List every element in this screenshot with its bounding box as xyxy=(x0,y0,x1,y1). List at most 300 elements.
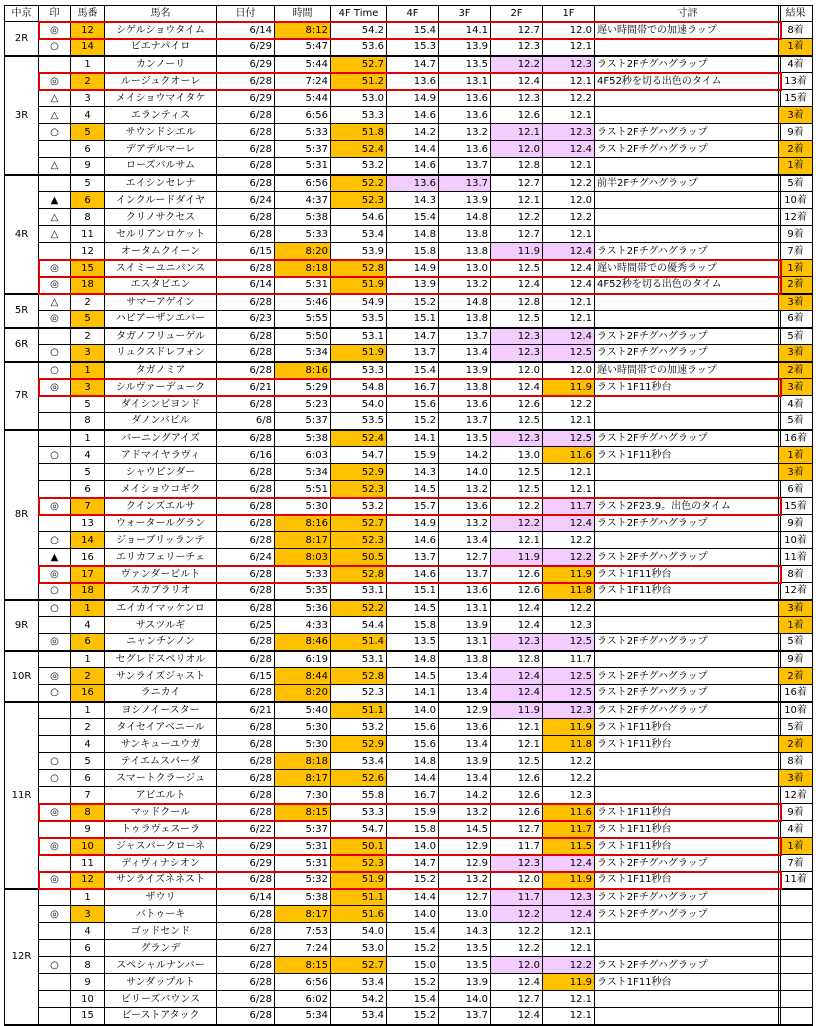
date-cell: 6/15 xyxy=(217,668,275,685)
result-cell: 9着 xyxy=(779,515,813,532)
time-4f-cell: 52.6 xyxy=(331,770,387,787)
date-cell: 6/28 xyxy=(217,600,275,617)
comment-cell: ラスト2Fチグハグラップ xyxy=(595,702,781,719)
f2-cell: 12.6 xyxy=(491,787,543,804)
comment-cell: ラスト2Fチグハグラップ xyxy=(595,957,781,974)
horse-row xyxy=(5,974,781,991)
time-cell: 7:24 xyxy=(275,940,331,957)
f4-cell: 14.6 xyxy=(387,566,439,583)
f3-cell: 13.1 xyxy=(439,634,491,651)
horse-name-cell: クインズエルサ xyxy=(105,498,217,515)
f2-cell: 12.2 xyxy=(491,940,543,957)
date-cell: 6/28 xyxy=(217,158,275,175)
comment-cell: ラスト1F11秒台 xyxy=(595,804,781,821)
horse-row xyxy=(5,39,781,56)
date-cell: 6/28 xyxy=(217,124,275,141)
f3-cell: 13.5 xyxy=(439,957,491,974)
date-cell: 6/29 xyxy=(217,855,275,872)
date-cell: 6/28 xyxy=(217,872,275,889)
mark-cell xyxy=(39,56,71,73)
f4-cell: 15.2 xyxy=(387,974,439,991)
f3-cell: 13.7 xyxy=(439,328,491,345)
f4-cell: 15.2 xyxy=(387,1008,439,1025)
comment-cell: 4F52秒を切る出色のタイム xyxy=(595,73,781,90)
header-date: 日付 xyxy=(217,6,275,22)
number-cell: 7 xyxy=(71,787,105,804)
f1-cell: 12.1 xyxy=(543,158,595,175)
result-row xyxy=(779,430,813,447)
f1-cell: 12.2 xyxy=(543,549,595,566)
comment-cell: 遅い時間帯での加速ラップ xyxy=(595,362,781,379)
f1-cell: 12.4 xyxy=(543,515,595,532)
result-table-body xyxy=(779,22,813,1025)
number-cell: 1 xyxy=(71,600,105,617)
f4-cell: 14.0 xyxy=(387,906,439,923)
time-cell: 6:56 xyxy=(275,974,331,991)
horse-name-cell: テイエムスパーダ xyxy=(105,753,217,770)
date-cell: 6/28 xyxy=(217,736,275,753)
horse-name-cell: サスツルギ xyxy=(105,617,217,634)
time-cell: 4:33 xyxy=(275,617,331,634)
result-row xyxy=(779,515,813,532)
horse-row xyxy=(5,175,781,192)
mark-cell xyxy=(39,940,71,957)
result-cell: 9着 xyxy=(779,804,813,821)
horse-row xyxy=(5,379,781,396)
f2-cell: 12.2 xyxy=(491,498,543,515)
result-cell: 3着 xyxy=(779,294,813,311)
f3-cell: 13.6 xyxy=(439,141,491,158)
result-cell: 9着 xyxy=(779,124,813,141)
result-cell: 6着 xyxy=(779,311,813,328)
f2-cell: 12.3 xyxy=(491,90,543,107)
f2-cell: 12.0 xyxy=(491,362,543,379)
f1-cell: 11.9 xyxy=(543,719,595,736)
number-cell: 3 xyxy=(71,906,105,923)
time-4f-cell: 50.5 xyxy=(331,549,387,566)
f1-cell: 12.1 xyxy=(543,73,595,90)
result-row xyxy=(779,532,813,549)
comment-cell xyxy=(595,413,781,430)
f2-cell: 12.4 xyxy=(491,73,543,90)
f1-cell: 11.7 xyxy=(543,821,595,838)
f2-cell: 13.0 xyxy=(491,447,543,464)
f2-cell: 11.9 xyxy=(491,549,543,566)
horse-row xyxy=(5,345,781,362)
mark-cell: ○ xyxy=(39,345,71,362)
result-row xyxy=(779,651,813,668)
horse-row xyxy=(5,294,781,311)
date-cell: 6/28 xyxy=(217,804,275,821)
time-cell: 8:16 xyxy=(275,515,331,532)
result-row xyxy=(779,175,813,192)
time-cell: 5:51 xyxy=(275,481,331,498)
f2-cell: 12.5 xyxy=(491,464,543,481)
time-4f-cell: 53.0 xyxy=(331,90,387,107)
mark-cell: ◎ xyxy=(39,634,71,651)
result-row xyxy=(779,923,813,940)
time-cell: 8:16 xyxy=(275,362,331,379)
time-cell: 5:50 xyxy=(275,328,331,345)
result-row xyxy=(779,141,813,158)
f1-cell: 12.4 xyxy=(543,260,595,277)
mark-cell: ○ xyxy=(39,583,71,600)
horse-row xyxy=(5,991,781,1008)
number-cell: 4 xyxy=(71,923,105,940)
f3-cell: 13.4 xyxy=(439,685,491,702)
date-cell: 6/28 xyxy=(217,260,275,277)
f3-cell: 14.3 xyxy=(439,923,491,940)
mark-cell: ○ xyxy=(39,447,71,464)
f2-cell: 12.7 xyxy=(491,226,543,243)
horse-name-cell: ウォータールグラン xyxy=(105,515,217,532)
f3-cell: 12.7 xyxy=(439,889,491,906)
time-4f-cell: 52.7 xyxy=(331,56,387,73)
horse-row xyxy=(5,566,781,583)
time-4f-cell: 52.4 xyxy=(331,141,387,158)
horse-name-cell: ビエナパイロ xyxy=(105,39,217,56)
f1-cell: 12.4 xyxy=(543,906,595,923)
horse-row xyxy=(5,872,781,889)
f3-cell: 13.4 xyxy=(439,736,491,753)
number-cell: 18 xyxy=(71,583,105,600)
date-cell: 6/21 xyxy=(217,379,275,396)
time-4f-cell: 52.4 xyxy=(331,430,387,447)
comment-cell: ラスト2Fチグハグラップ xyxy=(595,685,781,702)
date-cell: 6/28 xyxy=(217,73,275,90)
time-4f-cell: 51.1 xyxy=(331,702,387,719)
f1-cell: 12.2 xyxy=(543,175,595,192)
result-cell: 8着 xyxy=(779,22,813,39)
header-comment: 寸評 xyxy=(595,6,781,22)
number-cell: 2 xyxy=(71,719,105,736)
number-cell: 6 xyxy=(71,481,105,498)
time-cell: 7:24 xyxy=(275,73,331,90)
result-cell: 2着 xyxy=(779,141,813,158)
comment-cell xyxy=(595,991,781,1008)
horse-name-cell: サンダップルト xyxy=(105,974,217,991)
number-cell: 12 xyxy=(71,22,105,39)
horse-row xyxy=(5,311,781,328)
f1-cell: 12.1 xyxy=(543,226,595,243)
time-cell: 5:31 xyxy=(275,838,331,855)
mark-cell: ○ xyxy=(39,957,71,974)
result-row xyxy=(779,379,813,396)
horse-name-cell: エスタビエン xyxy=(105,277,217,294)
horse-row xyxy=(5,396,781,413)
result-cell: 2着 xyxy=(779,736,813,753)
date-cell: 6/28 xyxy=(217,226,275,243)
f2-cell: 12.4 xyxy=(491,1008,543,1025)
result-row xyxy=(779,736,813,753)
comment-cell: ラスト1F11秒台 xyxy=(595,736,781,753)
f2-cell: 12.1 xyxy=(491,736,543,753)
f3-cell: 13.8 xyxy=(439,379,491,396)
comment-cell xyxy=(595,617,781,634)
horse-name-cell: ニャンチンノン xyxy=(105,634,217,651)
f4-cell: 14.8 xyxy=(387,753,439,770)
time-4f-cell: 53.4 xyxy=(331,974,387,991)
result-cell: 3着 xyxy=(779,600,813,617)
f3-cell: 13.7 xyxy=(439,413,491,430)
date-cell: 6/24 xyxy=(217,549,275,566)
horse-row xyxy=(5,107,781,124)
horse-row xyxy=(5,923,781,940)
time-4f-cell: 53.1 xyxy=(331,583,387,600)
f1-cell: 12.1 xyxy=(543,294,595,311)
number-cell: 6 xyxy=(71,940,105,957)
comment-cell: ラスト2Fチグハグラップ xyxy=(595,549,781,566)
time-4f-cell: 52.7 xyxy=(331,957,387,974)
f4-cell: 14.9 xyxy=(387,90,439,107)
f4-cell: 13.7 xyxy=(387,549,439,566)
time-cell: 6:56 xyxy=(275,107,331,124)
mark-cell xyxy=(39,481,71,498)
f4-cell: 16.7 xyxy=(387,379,439,396)
time-cell: 5:23 xyxy=(275,396,331,413)
f3-cell: 13.5 xyxy=(439,430,491,447)
result-cell: 12着 xyxy=(779,787,813,804)
horse-name-cell: サンキューユウガ xyxy=(105,736,217,753)
result-cell: 2着 xyxy=(779,277,813,294)
f4-cell: 15.4 xyxy=(387,209,439,226)
f2-cell: 12.3 xyxy=(491,855,543,872)
f1-cell: 12.0 xyxy=(543,192,595,209)
result-cell: 1着 xyxy=(779,838,813,855)
race-label: 10R xyxy=(5,651,39,702)
horse-row xyxy=(5,651,781,668)
result-cell xyxy=(779,974,813,991)
date-cell: 6/14 xyxy=(217,889,275,906)
race-label: 4R xyxy=(5,175,39,294)
horse-name-cell: ダノンバビル xyxy=(105,413,217,430)
f2-cell: 12.4 xyxy=(491,685,543,702)
result-cell: 10着 xyxy=(779,532,813,549)
horse-row xyxy=(5,413,781,430)
number-cell: 5 xyxy=(71,396,105,413)
mark-cell xyxy=(39,821,71,838)
result-header-row xyxy=(779,6,813,22)
f1-cell: 11.6 xyxy=(543,447,595,464)
date-cell: 6/28 xyxy=(217,328,275,345)
number-cell: 14 xyxy=(71,532,105,549)
result-cell: 6着 xyxy=(779,481,813,498)
time-cell: 6:02 xyxy=(275,991,331,1008)
date-cell: 6/28 xyxy=(217,464,275,481)
result-row xyxy=(779,549,813,566)
number-cell: 6 xyxy=(71,192,105,209)
time-4f-cell: 53.6 xyxy=(331,39,387,56)
time-4f-cell: 52.3 xyxy=(331,855,387,872)
result-cell: 16着 xyxy=(779,685,813,702)
horse-name-cell: ジャスパークローネ xyxy=(105,838,217,855)
mark-cell: ◎ xyxy=(39,668,71,685)
date-cell: 6/28 xyxy=(217,906,275,923)
number-cell: 15 xyxy=(71,1008,105,1025)
time-4f-cell: 51.2 xyxy=(331,73,387,90)
date-cell: 6/28 xyxy=(217,175,275,192)
number-cell: 5 xyxy=(71,124,105,141)
number-cell: 5 xyxy=(71,753,105,770)
result-cell: 2着 xyxy=(779,668,813,685)
f4-cell: 14.0 xyxy=(387,702,439,719)
horse-name-cell: ルージュクオーレ xyxy=(105,73,217,90)
time-cell: 5:33 xyxy=(275,566,331,583)
f1-cell: 12.3 xyxy=(543,787,595,804)
result-cell xyxy=(779,889,813,906)
date-cell: 6/29 xyxy=(217,90,275,107)
f3-cell: 13.2 xyxy=(439,124,491,141)
comment-cell xyxy=(595,39,781,56)
f1-cell: 12.4 xyxy=(543,277,595,294)
result-cell xyxy=(779,906,813,923)
f4-cell: 14.3 xyxy=(387,464,439,481)
horse-name-cell: エリカフェリーチェ xyxy=(105,549,217,566)
result-cell: 8着 xyxy=(779,753,813,770)
result-row xyxy=(779,617,813,634)
number-cell: 2 xyxy=(71,294,105,311)
result-row xyxy=(779,719,813,736)
time-cell: 5:31 xyxy=(275,855,331,872)
date-cell: 6/23 xyxy=(217,311,275,328)
time-cell: 8:03 xyxy=(275,549,331,566)
mark-cell: ◎ xyxy=(39,906,71,923)
mark-cell: △ xyxy=(39,209,71,226)
result-row xyxy=(779,107,813,124)
date-cell: 6/28 xyxy=(217,957,275,974)
horse-name-cell: ローズバルサム xyxy=(105,158,217,175)
f4-cell: 14.8 xyxy=(387,651,439,668)
comment-cell xyxy=(595,481,781,498)
number-cell: 5 xyxy=(71,311,105,328)
result-row xyxy=(779,770,813,787)
f2-cell: 12.1 xyxy=(491,192,543,209)
number-cell: 3 xyxy=(71,90,105,107)
f2-cell: 12.4 xyxy=(491,668,543,685)
date-cell: 6/28 xyxy=(217,974,275,991)
mark-cell xyxy=(39,243,71,260)
f1-cell: 12.2 xyxy=(543,90,595,107)
result-cell: 5着 xyxy=(779,719,813,736)
f4-cell: 13.6 xyxy=(387,73,439,90)
horse-row xyxy=(5,498,781,515)
horse-row xyxy=(5,600,781,617)
horse-name-cell: シゲルショウタイム xyxy=(105,22,217,39)
time-4f-cell: 53.4 xyxy=(331,1008,387,1025)
mark-cell: ◎ xyxy=(39,260,71,277)
mark-cell: ▲ xyxy=(39,192,71,209)
number-cell: 8 xyxy=(71,957,105,974)
f1-cell: 12.4 xyxy=(543,141,595,158)
f1-cell: 12.5 xyxy=(543,634,595,651)
result-row xyxy=(779,260,813,277)
mark-cell xyxy=(39,617,71,634)
result-cell: 9着 xyxy=(779,651,813,668)
result-row xyxy=(779,90,813,107)
comment-cell: ラスト1F11秒台 xyxy=(595,583,781,600)
f4-cell: 14.4 xyxy=(387,770,439,787)
mark-cell xyxy=(39,413,71,430)
mark-cell: ◎ xyxy=(39,73,71,90)
f2-cell: 11.7 xyxy=(491,838,543,855)
time-4f-cell: 53.3 xyxy=(331,362,387,379)
time-cell: 6:56 xyxy=(275,175,331,192)
result-cell: 13着 xyxy=(779,73,813,90)
horse-row xyxy=(5,362,781,379)
f3-cell: 13.1 xyxy=(439,73,491,90)
f3-cell: 13.8 xyxy=(439,651,491,668)
number-cell: 7 xyxy=(71,498,105,515)
horse-row xyxy=(5,277,781,294)
time-cell: 5:33 xyxy=(275,124,331,141)
f1-cell: 12.2 xyxy=(543,209,595,226)
f4-cell: 13.7 xyxy=(387,345,439,362)
f2-cell: 11.9 xyxy=(491,702,543,719)
result-row xyxy=(779,583,813,600)
comment-cell: ラスト2Fチグハグラップ xyxy=(595,345,781,362)
comment-cell xyxy=(595,226,781,243)
time-4f-cell: 52.7 xyxy=(331,515,387,532)
f3-cell: 14.1 xyxy=(439,22,491,39)
horse-name-cell: アビエルト xyxy=(105,787,217,804)
header-4f: 4F xyxy=(387,6,439,22)
f3-cell: 13.9 xyxy=(439,753,491,770)
horse-name-cell: タガノミア xyxy=(105,362,217,379)
f4-cell: 15.9 xyxy=(387,447,439,464)
result-row xyxy=(779,158,813,175)
comment-cell: ラスト1F11秒台 xyxy=(595,974,781,991)
comment-cell xyxy=(595,600,781,617)
time-cell: 4:37 xyxy=(275,192,331,209)
mark-cell xyxy=(39,974,71,991)
f1-cell: 12.1 xyxy=(543,991,595,1008)
comment-cell: ラスト1F11秒台 xyxy=(595,872,781,889)
f3-cell: 13.4 xyxy=(439,345,491,362)
result-row xyxy=(779,345,813,362)
f2-cell: 12.2 xyxy=(491,906,543,923)
comment-cell: ラスト1F11秒台 xyxy=(595,379,781,396)
result-cell: 5着 xyxy=(779,328,813,345)
time-4f-cell: 52.8 xyxy=(331,260,387,277)
result-cell: 10着 xyxy=(779,192,813,209)
f4-cell: 14.1 xyxy=(387,685,439,702)
f2-cell: 12.2 xyxy=(491,56,543,73)
race-label: 6R xyxy=(5,328,39,362)
time-4f-cell: 52.8 xyxy=(331,566,387,583)
result-cell xyxy=(779,1008,813,1025)
f3-cell: 13.6 xyxy=(439,90,491,107)
horse-name-cell: バトゥーキ xyxy=(105,906,217,923)
number-cell: 4 xyxy=(71,447,105,464)
result-cell: 8着 xyxy=(779,566,813,583)
f3-cell: 14.5 xyxy=(439,821,491,838)
race-label: 7R xyxy=(5,362,39,430)
horse-row xyxy=(5,90,781,107)
f3-cell: 14.2 xyxy=(439,447,491,464)
mark-cell: △ xyxy=(39,90,71,107)
time-4f-cell: 53.2 xyxy=(331,719,387,736)
time-cell: 5:35 xyxy=(275,583,331,600)
f4-cell: 16.7 xyxy=(387,787,439,804)
number-cell: 4 xyxy=(71,107,105,124)
number-cell: 1 xyxy=(71,362,105,379)
f2-cell: 11.9 xyxy=(491,243,543,260)
time-4f-cell: 52.9 xyxy=(331,736,387,753)
horse-name-cell: ディヴィナシオン xyxy=(105,855,217,872)
f3-cell: 13.7 xyxy=(439,158,491,175)
time-cell: 5:37 xyxy=(275,821,331,838)
result-row xyxy=(779,481,813,498)
